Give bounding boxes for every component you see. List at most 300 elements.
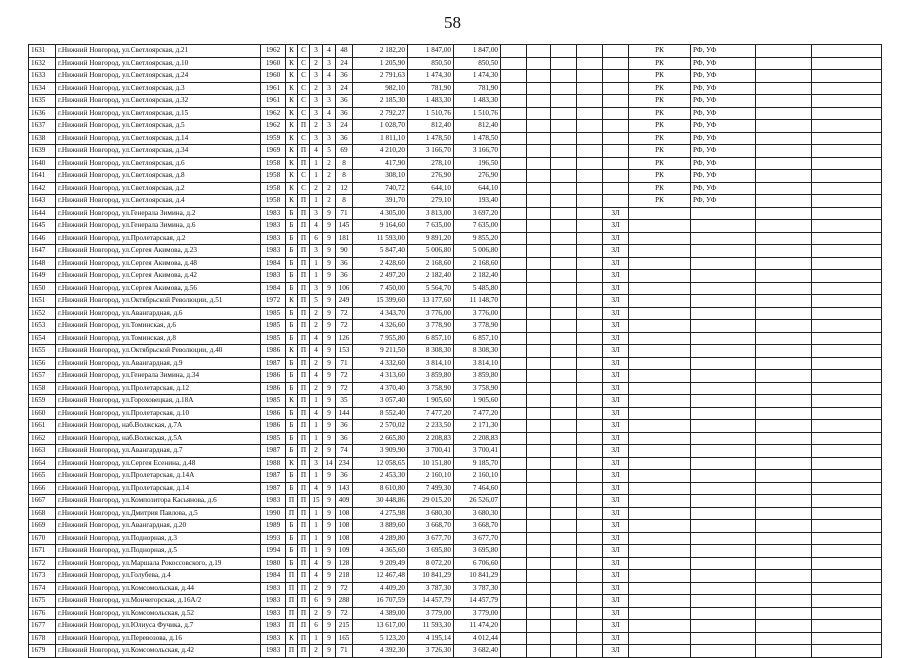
cell-ownership: С [298,107,310,120]
cell-floors: 9 [323,557,336,570]
cell-total-area: 417,90 [353,157,408,170]
cell-col-13 [527,620,551,633]
cell-year-built: 1980 [261,557,286,570]
cell-col-20 [812,557,882,570]
cell-floors: 9 [323,520,336,533]
cell-col-20 [812,320,882,333]
cell-apartments: 24 [336,82,353,95]
cell-col-20 [812,220,882,233]
cell-wall-material: П [286,507,298,520]
cell-address: г.Нижний Новгород, ул.Октябрьской Революции, д.51 [56,295,261,308]
cell-apartments: 128 [336,557,353,570]
table-row [29,470,882,483]
cell-address: г.Нижний Новгород, ул.Светлоярская, д.2 [56,182,261,195]
table-row [29,445,882,458]
cell-zl-mark [603,70,629,83]
cell-ownership: П [298,307,310,320]
cell-floors: 5 [323,145,336,158]
cell-ownership: П [298,432,310,445]
cell-rk-mark [629,307,691,320]
cell-apartments: 48 [336,45,353,58]
cell-col-13 [527,545,551,558]
cell-rk-mark [629,445,691,458]
cell-wall-material: К [286,395,298,408]
cell-entrances: 2 [310,320,323,333]
cell-apartments: 90 [336,245,353,258]
cell-row-number: 1650 [29,282,56,295]
cell-col-20 [812,470,882,483]
cell-col-14 [551,332,577,345]
cell-floors: 9 [323,420,336,433]
cell-total-area: 3 909,90 [353,445,408,458]
cell-residential-area: 3 680,30 [454,507,501,520]
cell-address: г.Нижний Новгород, ул.Светлоярская, д.24 [56,70,261,83]
cell-entrances: 1 [310,270,323,283]
cell-living-area: 1 483,30 [408,95,454,108]
cell-address: г.Нижний Новгород, ул.Поднорная, д.3 [56,532,261,545]
cell-ownership: П [298,370,310,383]
cell-funding-source [691,482,756,495]
cell-col-19 [756,95,812,108]
cell-col-13 [527,207,551,220]
cell-col-15 [577,620,603,633]
cell-apartments: 181 [336,232,353,245]
cell-col-14 [551,495,577,508]
cell-funding-source [691,520,756,533]
cell-col-12 [501,207,527,220]
cell-year-built: 1958 [261,182,286,195]
table-row [29,482,882,495]
cell-col-12 [501,82,527,95]
cell-floors: 9 [323,545,336,558]
cell-col-19 [756,170,812,183]
cell-row-number: 1649 [29,270,56,283]
cell-row-number: 1657 [29,370,56,383]
cell-col-12 [501,620,527,633]
cell-rk-mark [629,220,691,233]
cell-row-number: 1658 [29,382,56,395]
cell-wall-material: Б [286,532,298,545]
cell-apartments: 218 [336,570,353,583]
cell-rk-mark: РК [629,157,691,170]
cell-year-built: 1986 [261,382,286,395]
cell-floors: 9 [323,357,336,370]
cell-funding-source [691,307,756,320]
cell-col-12 [501,195,527,208]
cell-col-15 [577,157,603,170]
cell-wall-material: К [286,170,298,183]
cell-col-15 [577,270,603,283]
cell-col-20 [812,82,882,95]
cell-col-15 [577,532,603,545]
table-row [29,282,882,295]
cell-zl-mark: ЗЛ [603,570,629,583]
cell-col-15 [577,145,603,158]
cell-rk-mark [629,482,691,495]
cell-total-area: 4 409,20 [353,582,408,595]
cell-col-14 [551,282,577,295]
cell-rk-mark [629,207,691,220]
cell-residential-area: 4 012,44 [454,632,501,645]
cell-funding-source: РФ, УФ [691,107,756,120]
cell-entrances: 6 [310,595,323,608]
cell-residential-area: 11 474,20 [454,620,501,633]
cell-col-19 [756,157,812,170]
cell-entrances: 1 [310,420,323,433]
cell-wall-material: К [286,70,298,83]
cell-col-20 [812,57,882,70]
cell-funding-source [691,632,756,645]
cell-col-19 [756,182,812,195]
cell-address: г.Нижний Новгород, ул.Авангардная, д.20 [56,520,261,533]
cell-rk-mark: РК [629,145,691,158]
cell-col-19 [756,470,812,483]
cell-funding-source [691,382,756,395]
cell-col-13 [527,145,551,158]
cell-residential-area: 11 148,70 [454,295,501,308]
cell-col-20 [812,170,882,183]
cell-col-15 [577,407,603,420]
cell-row-number: 1667 [29,495,56,508]
cell-entrances: 3 [310,245,323,258]
cell-col-19 [756,270,812,283]
cell-address: г.Нижний Новгород, ул.Светлоярская, д.10 [56,57,261,70]
cell-apartments: 145 [336,220,353,233]
cell-col-15 [577,645,603,658]
cell-zl-mark [603,157,629,170]
cell-col-20 [812,295,882,308]
cell-entrances: 4 [310,145,323,158]
cell-col-15 [577,295,603,308]
cell-col-15 [577,82,603,95]
cell-living-area: 1 474,30 [408,70,454,83]
cell-col-19 [756,332,812,345]
cell-entrances: 1 [310,157,323,170]
cell-row-number: 1641 [29,170,56,183]
cell-floors: 9 [323,320,336,333]
cell-year-built: 1960 [261,70,286,83]
table-row [29,570,882,583]
cell-total-area: 2 497,20 [353,270,408,283]
cell-entrances: 2 [310,357,323,370]
cell-col-20 [812,395,882,408]
table-row [29,182,882,195]
cell-col-14 [551,582,577,595]
cell-row-number: 1662 [29,432,56,445]
cell-residential-area: 3 700,41 [454,445,501,458]
cell-ownership: П [298,295,310,308]
cell-entrances: 1 [310,532,323,545]
cell-col-19 [756,632,812,645]
cell-wall-material: Б [286,207,298,220]
cell-col-12 [501,270,527,283]
cell-total-area: 4 389,00 [353,607,408,620]
cell-entrances: 1 [310,470,323,483]
cell-rk-mark [629,595,691,608]
cell-row-number: 1672 [29,557,56,570]
cell-entrances: 4 [310,220,323,233]
cell-row-number: 1631 [29,45,56,58]
cell-col-12 [501,45,527,58]
cell-col-19 [756,620,812,633]
cell-funding-source [691,345,756,358]
cell-row-number: 1673 [29,570,56,583]
cell-rk-mark [629,382,691,395]
cell-col-19 [756,120,812,133]
cell-living-area: 1 510,76 [408,107,454,120]
cell-row-number: 1647 [29,245,56,258]
cell-zl-mark: ЗЛ [603,582,629,595]
cell-col-12 [501,170,527,183]
cell-zl-mark: ЗЛ [603,495,629,508]
cell-rk-mark [629,257,691,270]
cell-col-20 [812,457,882,470]
cell-year-built: 1983 [261,232,286,245]
cell-funding-source [691,320,756,333]
cell-zl-mark: ЗЛ [603,457,629,470]
cell-zl-mark: ЗЛ [603,595,629,608]
cell-funding-source [691,570,756,583]
cell-col-14 [551,157,577,170]
cell-total-area: 30 448,86 [353,495,408,508]
cell-residential-area: 1 510,76 [454,107,501,120]
cell-residential-area: 7 477,20 [454,407,501,420]
cell-zl-mark: ЗЛ [603,257,629,270]
cell-col-14 [551,407,577,420]
cell-col-20 [812,207,882,220]
cell-row-number: 1674 [29,582,56,595]
cell-residential-area: 3 758,90 [454,382,501,395]
table-row [29,145,882,158]
cell-entrances: 5 [310,295,323,308]
cell-col-19 [756,70,812,83]
cell-ownership: П [298,382,310,395]
cell-funding-source [691,457,756,470]
cell-total-area: 2 570,02 [353,420,408,433]
cell-entrances: 15 [310,495,323,508]
cell-row-number: 1678 [29,632,56,645]
cell-rk-mark: РК [629,107,691,120]
cell-col-15 [577,232,603,245]
cell-row-number: 1653 [29,320,56,333]
cell-col-14 [551,570,577,583]
cell-apartments: 249 [336,295,353,308]
cell-residential-area: 812,40 [454,120,501,133]
cell-col-13 [527,195,551,208]
cell-col-14 [551,620,577,633]
cell-living-area: 812,40 [408,120,454,133]
cell-col-19 [756,345,812,358]
cell-row-number: 1668 [29,507,56,520]
cell-address: г.Нижний Новгород, ул.Пролетарская, д.14А [56,470,261,483]
cell-living-area: 7 477,20 [408,407,454,420]
cell-col-15 [577,282,603,295]
cell-ownership: П [298,607,310,620]
cell-col-14 [551,420,577,433]
cell-ownership: П [298,445,310,458]
cell-wall-material: К [286,295,298,308]
cell-rk-mark [629,270,691,283]
cell-rk-mark [629,645,691,658]
cell-total-area: 4 332,60 [353,357,408,370]
cell-total-area: 15 399,60 [353,295,408,308]
cell-living-area: 850,50 [408,57,454,70]
cell-living-area: 3 813,00 [408,207,454,220]
table-row [29,107,882,120]
cell-row-number: 1661 [29,420,56,433]
cell-col-13 [527,420,551,433]
cell-col-12 [501,495,527,508]
cell-col-20 [812,70,882,83]
cell-col-13 [527,532,551,545]
cell-wall-material: Б [286,482,298,495]
cell-year-built: 1988 [261,457,286,470]
cell-entrances: 2 [310,607,323,620]
cell-col-14 [551,170,577,183]
cell-col-14 [551,245,577,258]
cell-col-20 [812,607,882,620]
cell-col-20 [812,157,882,170]
cell-col-20 [812,645,882,658]
cell-total-area: 7 450,00 [353,282,408,295]
cell-year-built: 1959 [261,132,286,145]
cell-entrances: 2 [310,582,323,595]
cell-col-13 [527,482,551,495]
cell-col-20 [812,195,882,208]
cell-col-12 [501,95,527,108]
cell-col-13 [527,257,551,270]
cell-col-19 [756,445,812,458]
cell-col-13 [527,120,551,133]
cell-col-15 [577,220,603,233]
cell-address: г.Нижний Новгород, ул.Томинская, д.8 [56,332,261,345]
cell-col-14 [551,457,577,470]
table-row [29,307,882,320]
cell-zl-mark: ЗЛ [603,557,629,570]
cell-ownership: П [298,520,310,533]
cell-total-area: 740,72 [353,182,408,195]
cell-ownership: П [298,532,310,545]
cell-col-12 [501,457,527,470]
cell-row-number: 1634 [29,82,56,95]
cell-residential-area: 2 168,60 [454,257,501,270]
cell-col-13 [527,295,551,308]
cell-year-built: 1961 [261,82,286,95]
cell-col-13 [527,82,551,95]
cell-floors: 2 [323,195,336,208]
cell-col-14 [551,507,577,520]
cell-ownership: П [298,645,310,658]
cell-col-15 [577,607,603,620]
table-row [29,270,882,283]
cell-col-12 [501,532,527,545]
cell-year-built: 1985 [261,320,286,333]
cell-floors: 4 [323,70,336,83]
cell-rk-mark [629,570,691,583]
cell-col-19 [756,545,812,558]
cell-funding-source [691,445,756,458]
cell-year-built: 1984 [261,570,286,583]
cell-wall-material: К [286,157,298,170]
cell-address: г.Нижний Новгород, ул.Светлоярская, д.5 [56,120,261,133]
table-row [29,395,882,408]
cell-row-number: 1645 [29,220,56,233]
cell-floors: 3 [323,95,336,108]
cell-entrances: 2 [310,307,323,320]
cell-funding-source [691,532,756,545]
cell-col-20 [812,545,882,558]
cell-funding-source [691,595,756,608]
cell-apartments: 126 [336,332,353,345]
cell-wall-material: К [286,57,298,70]
cell-zl-mark: ЗЛ [603,232,629,245]
cell-wall-material: Б [286,370,298,383]
cell-entrances: 1 [310,195,323,208]
cell-col-19 [756,595,812,608]
cell-residential-area: 10 841,29 [454,570,501,583]
cell-apartments: 72 [336,370,353,383]
cell-zl-mark: ЗЛ [603,632,629,645]
cell-floors: 9 [323,270,336,283]
cell-col-12 [501,220,527,233]
cell-floors: 4 [323,107,336,120]
cell-funding-source: РФ, УФ [691,57,756,70]
cell-col-14 [551,145,577,158]
cell-living-area: 8 072,20 [408,557,454,570]
cell-col-19 [756,207,812,220]
cell-col-13 [527,520,551,533]
table-row [29,620,882,633]
cell-total-area: 1 205,90 [353,57,408,70]
cell-col-15 [577,95,603,108]
table-row [29,607,882,620]
cell-apartments: 108 [336,520,353,533]
cell-year-built: 1986 [261,345,286,358]
cell-col-20 [812,232,882,245]
cell-rk-mark: РК [629,45,691,58]
cell-floors: 9 [323,282,336,295]
cell-ownership: П [298,582,310,595]
cell-year-built: 1987 [261,470,286,483]
cell-col-15 [577,345,603,358]
cell-col-15 [577,257,603,270]
cell-residential-area: 7 464,60 [454,482,501,495]
cell-col-12 [501,332,527,345]
cell-col-12 [501,482,527,495]
cell-residential-area: 644,10 [454,182,501,195]
cell-total-area: 2 453,30 [353,470,408,483]
cell-living-area: 7 499,30 [408,482,454,495]
cell-col-13 [527,632,551,645]
cell-col-20 [812,495,882,508]
cell-address: г.Нижний Новгород, ул.Сергея Есенина, д.48 [56,457,261,470]
cell-col-14 [551,320,577,333]
table-row [29,245,882,258]
table-row [29,45,882,58]
cell-zl-mark: ЗЛ [603,507,629,520]
cell-col-14 [551,545,577,558]
cell-wall-material: К [286,632,298,645]
cell-apartments: 71 [336,357,353,370]
cell-col-20 [812,257,882,270]
cell-year-built: 1986 [261,420,286,433]
table-row [29,132,882,145]
cell-row-number: 1632 [29,57,56,70]
cell-col-20 [812,95,882,108]
cell-floors: 9 [323,632,336,645]
cell-col-13 [527,407,551,420]
cell-col-20 [812,445,882,458]
